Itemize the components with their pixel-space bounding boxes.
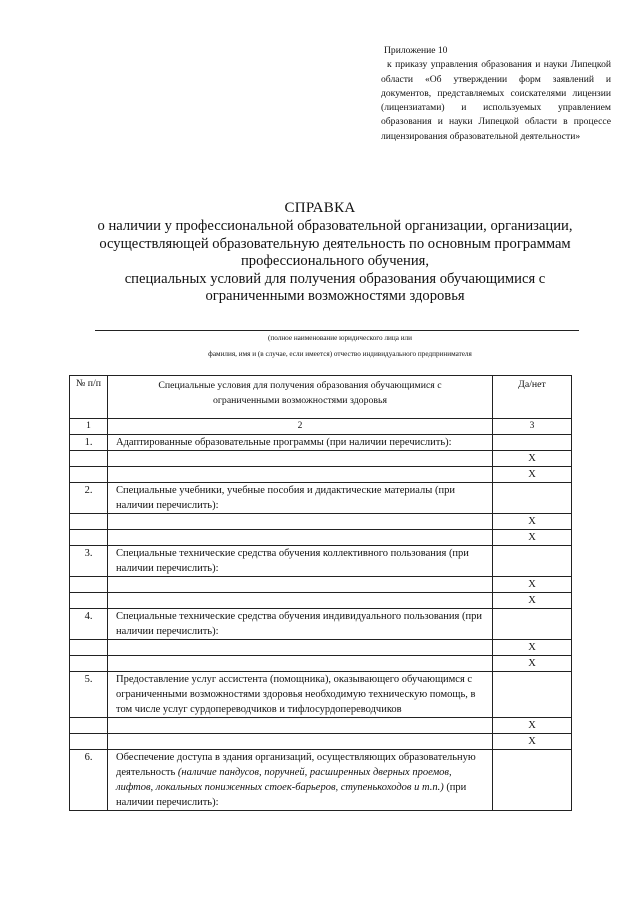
yes-no-cell[interactable] bbox=[493, 483, 572, 514]
subtitle-line: специальных условий для получения образования обучающимися с bbox=[124, 270, 546, 287]
table-row bbox=[70, 483, 572, 514]
row-number-cell bbox=[70, 640, 108, 656]
yes-no-cell[interactable]: X bbox=[493, 467, 572, 483]
yes-no-cell[interactable]: X bbox=[493, 718, 572, 734]
row-number: 5. bbox=[70, 672, 108, 718]
row-description: Специальные технические средства обучения коллективного пользования (при наличии перечислить): bbox=[108, 546, 493, 577]
header-yes-no: Да/нет bbox=[493, 376, 572, 419]
name-hint-line1: (полное наименование юридического лица или bbox=[268, 334, 412, 342]
yes-no-cell[interactable]: X bbox=[493, 593, 572, 609]
subtitle-line: о наличии у профессиональной образовательной организации, организации, bbox=[97, 218, 573, 234]
row-number-cell bbox=[70, 718, 108, 734]
name-fill-line bbox=[95, 330, 579, 331]
table-row bbox=[70, 672, 572, 718]
document-subtitle bbox=[70, 218, 600, 306]
column-number: 3 bbox=[493, 419, 572, 435]
column-number: 2 bbox=[108, 419, 493, 435]
entry-cell[interactable] bbox=[108, 577, 493, 593]
table-row bbox=[70, 718, 572, 734]
column-number-row bbox=[70, 419, 572, 435]
row-number-cell bbox=[70, 593, 108, 609]
yes-no-cell[interactable] bbox=[493, 750, 572, 811]
row-number: 2. bbox=[70, 483, 108, 514]
conditions-table bbox=[69, 375, 572, 811]
yes-no-cell[interactable] bbox=[493, 672, 572, 718]
row-number: 1. bbox=[70, 435, 108, 451]
entry-cell[interactable] bbox=[108, 734, 493, 750]
row-number-cell bbox=[70, 530, 108, 546]
entry-cell[interactable] bbox=[108, 593, 493, 609]
entry-cell[interactable] bbox=[108, 514, 493, 530]
yes-no-cell[interactable] bbox=[493, 435, 572, 451]
table-row bbox=[70, 656, 572, 672]
table-row bbox=[70, 750, 572, 811]
row-number: 4. bbox=[70, 609, 108, 640]
row-description: Специальные учебники, учебные пособия и дидактические материалы (при наличии перечислить): bbox=[108, 483, 493, 514]
yes-no-cell[interactable]: X bbox=[493, 577, 572, 593]
header-num: № п/п bbox=[70, 376, 108, 419]
row-text: (при наличии перечислить): bbox=[116, 782, 467, 808]
entry-cell[interactable] bbox=[108, 467, 493, 483]
entry-cell[interactable] bbox=[108, 718, 493, 734]
table-row bbox=[70, 435, 572, 451]
entry-cell[interactable] bbox=[108, 530, 493, 546]
table-row bbox=[70, 546, 572, 577]
row-number-cell bbox=[70, 467, 108, 483]
table-row bbox=[70, 640, 572, 656]
table-row bbox=[70, 530, 572, 546]
yes-no-cell[interactable]: X bbox=[493, 640, 572, 656]
row-number-cell bbox=[70, 514, 108, 530]
subtitle-line: осуществляющей образовательную деятельность по основным программам bbox=[99, 235, 571, 252]
row-number-cell bbox=[70, 656, 108, 672]
yes-no-cell[interactable] bbox=[493, 609, 572, 640]
subtitle-line: ограниченными возможностями здоровья bbox=[205, 288, 465, 305]
table-row bbox=[70, 514, 572, 530]
yes-no-cell[interactable] bbox=[493, 546, 572, 577]
table-row bbox=[70, 734, 572, 750]
row-description: Специальные технические средства обучения индивидуального пользования (при наличии перечислить): bbox=[108, 609, 493, 640]
subtitle-line: профессионального обучения, bbox=[240, 253, 430, 270]
row-number-cell bbox=[70, 734, 108, 750]
yes-no-cell[interactable]: X bbox=[493, 734, 572, 750]
yes-no-cell[interactable]: X bbox=[493, 530, 572, 546]
row-description bbox=[108, 750, 493, 811]
document-title: СПРАВКА bbox=[284, 200, 356, 216]
row-number-cell bbox=[70, 451, 108, 467]
table-row bbox=[70, 609, 572, 640]
table-row bbox=[70, 451, 572, 467]
table-header-row bbox=[70, 376, 572, 419]
appendix-text: к приказу управления образования и науки Липецкой области «Об утверждении форм заявлений и документов, представляемых соискателями лицензии (лицензиатами) и используемых управлением образования и науки Липецкой области в процессе лицензирования образовательной деятельности» bbox=[381, 59, 611, 142]
appendix-title: Приложение 10 bbox=[384, 45, 448, 56]
row-description: Адаптированные образовательные программы (при наличии перечислить): bbox=[108, 435, 493, 451]
entry-cell[interactable] bbox=[108, 640, 493, 656]
table-row bbox=[70, 467, 572, 483]
entry-cell[interactable] bbox=[108, 451, 493, 467]
row-number: 6. bbox=[70, 750, 108, 811]
table-row bbox=[70, 593, 572, 609]
yes-no-cell[interactable]: X bbox=[493, 514, 572, 530]
row-description: Предоставление услуг ассистента (помощника), оказывающего обучающимся с ограниченными возможностями здоровья необходимую техническую помощь, в том числе услуг сурдопереводчиков и тифлосурдопереводчиков bbox=[108, 672, 493, 718]
name-hint-line2: фамилия, имя и (в случае, если имеется) отчество индивидуального предпринимателя bbox=[208, 350, 472, 358]
row-number: 3. bbox=[70, 546, 108, 577]
yes-no-cell[interactable]: X bbox=[493, 656, 572, 672]
table-row bbox=[70, 577, 572, 593]
row-text-italic: (наличие пандусов, поручней, расширенных дверных проемов, лифтов, локальных пониженных стоек-барьеров, ступенькоходов и т.п.) bbox=[116, 767, 452, 793]
appendix-block bbox=[381, 44, 611, 144]
row-text: Обеспечение доступа в здания организаций, осуществляющих образовательную деятельность bbox=[116, 752, 476, 778]
column-number: 1 bbox=[70, 419, 108, 435]
header-conditions: Специальные условия для получения образования обучающимися с ограниченными возможностями здоровья bbox=[108, 376, 493, 419]
entry-cell[interactable] bbox=[108, 656, 493, 672]
row-number-cell bbox=[70, 577, 108, 593]
yes-no-cell[interactable]: X bbox=[493, 451, 572, 467]
